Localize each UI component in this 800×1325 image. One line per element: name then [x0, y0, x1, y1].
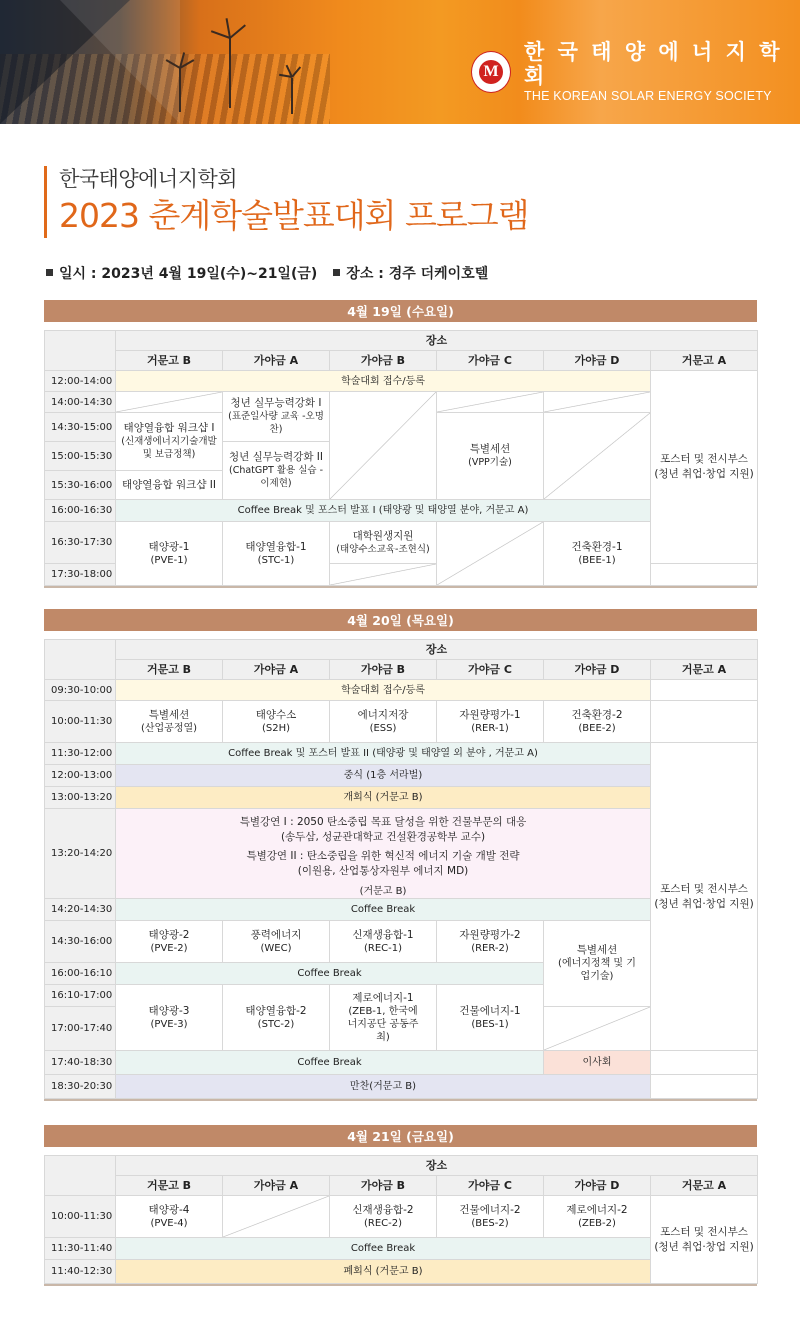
empty-slot	[544, 392, 651, 413]
society-seal-icon: M	[472, 52, 510, 92]
time-slot: 14:30-16:00	[45, 921, 116, 963]
dinner-cell: 만찬(거문고 B)	[116, 1075, 651, 1099]
session-cell: 태양광-2 (PVE-2)	[116, 921, 223, 963]
lecture-location: (거문고 B)	[359, 886, 407, 897]
session-cell: 태양열융합 워크샵 I (신재생에너지기술개발 및 보급정책)	[116, 413, 223, 471]
time-slot: 14:30-15:00	[45, 413, 116, 442]
wind-turbine-icon	[210, 18, 250, 108]
registration-cell: 학술대회 접수/등록	[116, 371, 651, 392]
session-cell: 특별세션 (VPP기술)	[437, 413, 544, 500]
room-header: 가야금 D	[544, 351, 651, 371]
organizer-name: 한국태양에너지학회	[59, 167, 238, 191]
session-cell: 건물에너지-2 (BES-2)	[437, 1196, 544, 1238]
session-cell: 태양수소 (S2H)	[223, 701, 330, 743]
room-header: 거문고 A	[651, 660, 758, 680]
room-header: 가야금 D	[544, 660, 651, 680]
session-cell: 특별세션 (산업공정열)	[116, 701, 223, 743]
session-cell: 태양광-1 (PVE-1)	[116, 522, 223, 586]
society-name-ko: 한 국 태 양 에 너 지 학 회	[524, 40, 783, 88]
room-header: 거문고 A	[651, 1176, 758, 1196]
poster-booth-cell: 포스터 및 전시부스 (청년 취업·창업 지원)	[651, 371, 758, 564]
coffee-break-cell: Coffee Break	[116, 899, 651, 921]
poster-booth-cell: 포스터 및 전시부스 (청년 취업·창업 지원)	[651, 743, 758, 1051]
board-meeting-cell: 이사회	[544, 1051, 651, 1075]
time-slot: 18:30-20:30	[45, 1075, 116, 1099]
day2-schedule	[44, 609, 757, 1101]
lunch-cell: 중식 (1층 서라벌)	[116, 765, 651, 787]
time-slot: 11:30-12:00	[45, 743, 116, 765]
session-cell: 에너지저장 (ESS)	[330, 701, 437, 743]
session-cell: 신재생융합-1 (REC-1)	[330, 921, 437, 963]
header-banner	[0, 0, 800, 124]
coffee-break-cell: Coffee Break 및 포스터 발표 II (태양광 및 태양열 외 분야 , 거문고 A)	[116, 743, 651, 765]
coffee-break-cell: Coffee Break	[116, 963, 544, 985]
room-header: 거문고 B	[116, 1176, 223, 1196]
empty-slot	[651, 680, 758, 701]
room-header: 가야금 B	[330, 1176, 437, 1196]
time-slot: 16:10-17:00	[45, 985, 116, 1007]
place-header: 장소	[116, 331, 758, 351]
empty-slot	[437, 392, 544, 413]
session-cell: 태양광-4 (PVE-4)	[116, 1196, 223, 1238]
day2-header: 4월 20일 (목요일)	[44, 609, 757, 631]
empty-slot	[651, 701, 758, 743]
time-slot: 16:30-17:30	[45, 522, 116, 564]
time-slot: 17:30-18:00	[45, 564, 116, 586]
session-cell: 건축환경-1 (BEE-1)	[544, 522, 651, 586]
page-title: 2023 춘계학술발표대회 프로그램	[59, 196, 529, 235]
empty-slot	[651, 564, 758, 586]
wind-turbine-icon	[165, 52, 195, 112]
time-slot: 10:00-11:30	[45, 1196, 116, 1238]
program-title-block	[44, 166, 529, 238]
room-header: 거문고 B	[116, 660, 223, 680]
event-venue: 장소 : 경주 더케이호텔	[333, 263, 488, 283]
time-slot: 13:20-14:20	[45, 809, 116, 899]
society-name-en: THE KOREAN SOLAR ENERGY SOCIETY	[524, 89, 772, 103]
society-logo	[472, 40, 800, 104]
session-cell: 자원량평가-1 (RER-1)	[437, 701, 544, 743]
room-header: 가야금 B	[330, 660, 437, 680]
closing-ceremony-cell: 폐회식 (거문고 B)	[116, 1260, 651, 1284]
wind-turbine-icon	[280, 64, 304, 114]
time-slot: 10:00-11:30	[45, 701, 116, 743]
empty-slot	[437, 522, 544, 586]
time-slot: 14:20-14:30	[45, 899, 116, 921]
room-header: 가야금 A	[223, 660, 330, 680]
time-slot: 15:30-16:00	[45, 471, 116, 500]
empty-slot	[116, 392, 223, 413]
session-cell: 태양열융합-2 (STC-2)	[223, 985, 330, 1051]
time-slot: 11:40-12:30	[45, 1260, 116, 1284]
session-cell: 청년 실무능력강화 I (표준일사량 교육 -오명찬)	[223, 392, 330, 442]
banner-light-triangle	[60, 0, 180, 124]
time-slot: 16:00-16:30	[45, 500, 116, 522]
session-cell: 제로에너지-1 (ZEB-1, 한국에너지공단 공동주최)	[330, 985, 437, 1051]
time-slot: 16:00-16:10	[45, 963, 116, 985]
time-slot: 17:00-17:40	[45, 1007, 116, 1051]
room-header: 가야금 A	[223, 1176, 330, 1196]
time-slot: 12:00-13:00	[45, 765, 116, 787]
room-header: 가야금 D	[544, 1176, 651, 1196]
session-cell: 특별세션 (에너지정책 및 기업기술)	[544, 921, 651, 1007]
empty-slot	[330, 564, 437, 586]
empty-slot	[544, 413, 651, 500]
day3-header: 4월 21일 (금요일)	[44, 1125, 757, 1147]
day2-table	[44, 639, 758, 1099]
room-header: 거문고 A	[651, 351, 758, 371]
session-cell: 태양열융합-1 (STC-1)	[223, 522, 330, 586]
empty-slot	[544, 1007, 651, 1051]
session-cell: 대학원생지원 (태양수소교육-조현식)	[330, 522, 437, 564]
empty-slot	[651, 1075, 758, 1099]
day3-schedule	[44, 1125, 757, 1286]
day1-header: 4월 19일 (수요일)	[44, 300, 757, 322]
room-header: 가야금 C	[437, 351, 544, 371]
day3-table	[44, 1155, 758, 1284]
session-cell: 제로에너지-2 (ZEB-2)	[544, 1196, 651, 1238]
empty-slot	[223, 1196, 330, 1238]
room-header: 가야금 A	[223, 351, 330, 371]
poster-booth-cell: 포스터 및 전시부스 (청년 취업·창업 지원)	[651, 1196, 758, 1284]
room-header: 가야금 C	[437, 1176, 544, 1196]
place-header: 장소	[116, 640, 758, 660]
special-lecture-cell: 특별강연 I : 2050 탄소중립 목표 달성을 위한 건물부문의 대응 (송두삼, 성균관대학교 건설환경공학부 교수) 특별강연 II : 탄소중립을 위한 혁신적 에너지 기술 개발 전략 (이원용, 산업통상자원부 에너지 MD) (거문고 B)	[116, 809, 651, 899]
opening-ceremony-cell: 개회식 (거문고 B)	[116, 787, 651, 809]
coffee-break-cell: Coffee Break	[116, 1238, 651, 1260]
empty-slot	[651, 1051, 758, 1075]
event-info	[46, 263, 488, 283]
day1-table	[44, 330, 758, 586]
coffee-break-cell: Coffee Break	[116, 1051, 544, 1075]
session-cell: 청년 실무능력강화 II (ChatGPT 활용 실습 -이제현)	[223, 442, 330, 500]
event-date: 일시 : 2023년 4월 19일(수)~21일(금)	[46, 263, 317, 283]
session-cell: 건물에너지-1 (BES-1)	[437, 985, 544, 1051]
day1-schedule	[44, 300, 757, 588]
coffee-break-cell: Coffee Break 및 포스터 발표 I (태양광 및 태양열 분야, 거문고 A)	[116, 500, 651, 522]
time-slot: 09:30-10:00	[45, 680, 116, 701]
registration-cell: 학술대회 접수/등록	[116, 680, 651, 701]
session-cell: 태양열융합 워크샵 II	[116, 471, 223, 500]
time-slot: 13:00-13:20	[45, 787, 116, 809]
time-slot: 12:00-14:00	[45, 371, 116, 392]
session-cell: 태양광-3 (PVE-3)	[116, 985, 223, 1051]
empty-slot	[330, 392, 437, 500]
room-header: 가야금 C	[437, 660, 544, 680]
room-header: 가야금 B	[330, 351, 437, 371]
session-cell: 자원량평가-2 (RER-2)	[437, 921, 544, 963]
session-cell: 풍력에너지 (WEC)	[223, 921, 330, 963]
session-cell: 신재생융합-2 (REC-2)	[330, 1196, 437, 1238]
time-slot: 14:00-14:30	[45, 392, 116, 413]
time-slot: 11:30-11:40	[45, 1238, 116, 1260]
time-slot: 17:40-18:30	[45, 1051, 116, 1075]
place-header: 장소	[116, 1156, 758, 1176]
session-cell: 건축환경-2 (BEE-2)	[544, 701, 651, 743]
time-slot: 15:00-15:30	[45, 442, 116, 471]
room-header: 거문고 B	[116, 351, 223, 371]
